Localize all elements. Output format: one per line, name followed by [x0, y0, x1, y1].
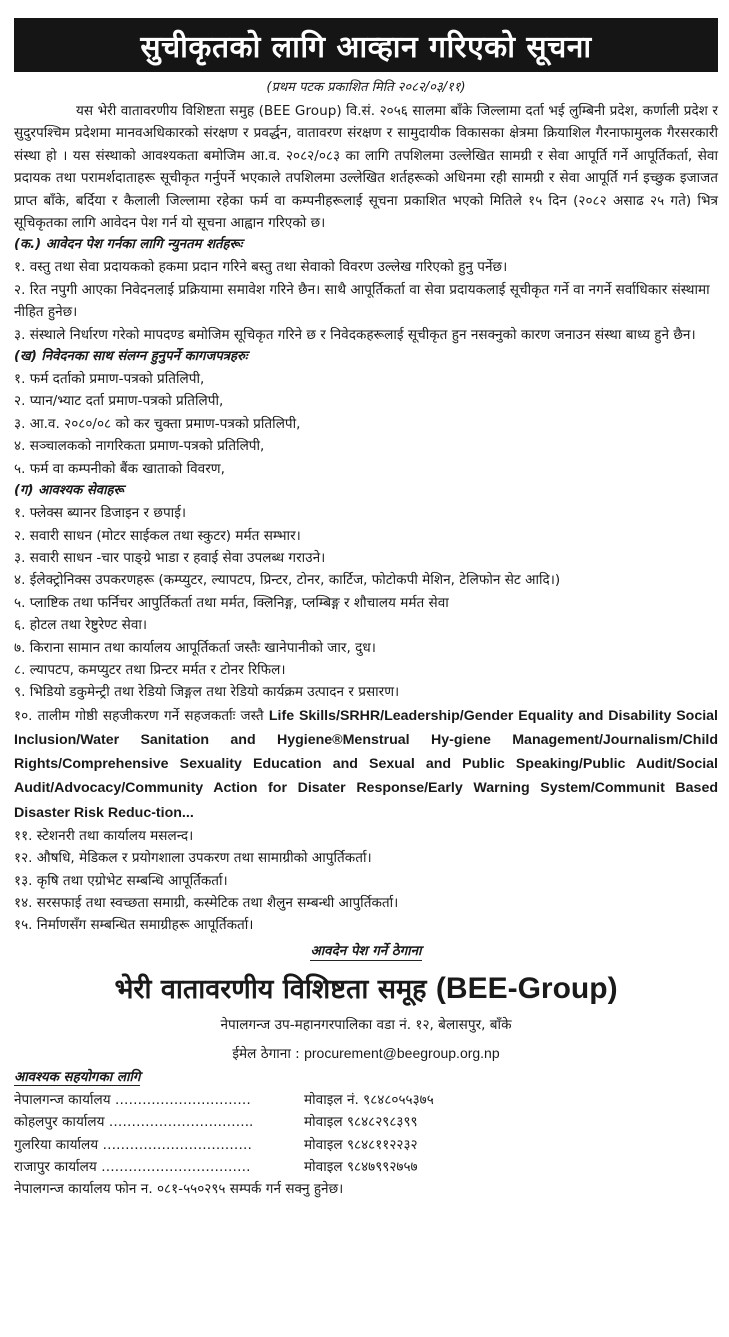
- list-item: ११. स्टेशनरी तथा कार्यालय मसलन्द।: [14, 827, 194, 844]
- list-item: १२. औषधि, मेडिकल र प्रयोगशाला उपकरण तथा सामाग्रीको आपुर्तिकर्ता।: [14, 850, 372, 867]
- list-item: २. रित नपुगी आएका निवेदनलाई प्रक्रियामा समावेश गरिने छैन। साथै आपूर्तिकर्ता वा सेवा प्रदायकलाई सूचीकृत गर्ने वा नगर्ने सर्वाधिकार संस्थामा नीहित हुनेछ।: [14, 281, 710, 321]
- office-row: [14, 1111, 718, 1133]
- organization-address: नेपालगन्ज उप-महानगरपालिका वडा नं. १२, बेलासपुर, बाँके: [220, 1016, 512, 1033]
- list-item: ३. आ.व. २०८०/०८ को कर चुक्ता प्रमाण-पत्रको प्रतिलिपी,: [14, 415, 301, 432]
- email-link[interactable]: procurement@beegroup.org.np: [304, 1044, 500, 1061]
- trainers-topics: Life Skills/SRHR/Leadership/Gender Equality and Disability Social Inclusion/Water Sanitation and Hygiene®Menstrual Hy-giene Management/Journalism/Child Rights/Comprehensive Sexuality Education and Sexual and Public Speaking/Public Audit/Social Audit/Advocacy/Community Action for Disater Response/Early Warning System/Communit Based Disaster Risk Reduc-tion...: [14, 707, 718, 821]
- list-item: ८. ल्यापटप, कमप्युटर तथा प्रिन्टर मर्मत र टोनर रिफिल।: [14, 661, 286, 678]
- intro-text: यस भेरी वातावरणीय विशिष्टता समुह (BEE Group) वि.सं. २०५६ सालमा बाँके जिल्लामा दर्ता भई लुम्बिनी प्रदेश, कर्णाली प्रदेश र सुदुरपश्चिम प्रदेशमा मानवअधिकारको संरक्षण र प्रवर्द्धन, वातावरण संरक्षण र सामुदायीक विकासका क्षेत्रमा क्रियाशिल गैरनाफामुलक गैरसरकारी संस्था हो । यस संस्थाको आवश्यकता बमोजिम आ.व. २०८२/०८३ का लागि तपशिलमा उल्लेखित सामग्री र सेवा आपूर्ति गर्ने आपूर्तिकर्ता, सेवा प्रदायक तथा परामर्शदाताहरू सूचीकृत गर्नुपर्ने भएकाले तपशिलमा उल्लेखित शर्तहरूको अधिनमा रही सामग्री र सेवा आपूर्ति गर्न इच्छुक इजाजत प्राप्त बाँके, बर्दिया र कैलाली जिल्लामा रहेका फर्म वा कम्पनीहरूलाई सूचना प्रकाशित भएको मितिले १५ दिन (२०८२ असाढ २५ गते) भित्र सूचिकृतका लागि आवेदन पेश गर्न यो सूचना आह्वान गरिएको छ।: [14, 103, 718, 232]
- office-row: [14, 1156, 718, 1178]
- list-item: ४. ईलेक्ट्रोनिक्स उपकरणहरू (कम्प्युटर, ल्यापटप, प्रिन्टर, टोनर, कार्टिज, फोटोकपी मेशिन, टेलिफोन सेट आदि।): [14, 572, 561, 589]
- list-item: ६. होटल तथा रेष्टुरेण्ट सेवा।: [14, 617, 148, 634]
- intro-paragraph: [14, 100, 718, 234]
- org-name-nepali: भेरी वातावरणीय विशिष्टता समूह: [114, 973, 427, 1005]
- email-label: ईमेल ठेगाना :: [232, 1045, 300, 1062]
- list-item: ५. प्लाष्टिक तथा फर्निचर आपुर्तिकर्ता तथा मर्मत, क्लिनिङ्ग, प्लम्बिङ्ग र शौचालय मर्मत सेवा: [14, 594, 449, 611]
- office-phone: मोवाइल ९८४७९९२७५७: [304, 1159, 418, 1176]
- office-name: राजापुर कार्यालय ……………………………: [14, 1159, 251, 1176]
- office-name: गुलरिया कार्यालय ……………………………: [14, 1136, 252, 1153]
- office-phone: मोवाइल ९८४८११२२३२: [304, 1136, 418, 1153]
- office-phone: मोवाइल नं. ९८४८०५५३७५: [304, 1091, 434, 1108]
- list-item: ७. किराना सामान तथा कार्यालय आपूर्तिकर्ता जस्तैः खानेपानीको जार, दुध।: [14, 639, 376, 656]
- email-line: [14, 1042, 718, 1065]
- organization-name: [14, 969, 718, 1010]
- support-heading-text: आवश्यक सहयोगका लागि: [14, 1069, 141, 1085]
- list-item: ४. सञ्चालकको नागरिकता प्रमाण-पत्रको प्रतिलिपी,: [14, 438, 265, 455]
- section-kha-heading: (ख) निवेदनका साथ संलग्न हुनुपर्ने कागजपत्रहरुः: [14, 349, 248, 365]
- office-name: नेपालगन्ज कार्यालय …………………………: [14, 1091, 251, 1108]
- org-name-latin: (BEE-Group): [435, 971, 618, 1005]
- trainers-prefix: १०. तालीम गोष्ठी सहजीकरण गर्ने सहजकर्ताः जस्तै: [14, 707, 264, 724]
- list-item: २. सवारी साधन (मोटर साईकल तथा स्कुटर) मर्मत सम्भार।: [14, 527, 301, 544]
- list-item: ५. फर्म वा कम्पनीको बैंक खाताको विवरण,: [14, 460, 225, 477]
- notice-title-text: सुचीकृतको लागि आव्हान गरिएको सूचना: [140, 29, 592, 65]
- list-item: ३. संस्थाले निर्धारण गरेको मापदण्ड बमोजिम सूचिकृत गरिने छ र निवेदकहरूलाई सूचीकृत हुन नसक्नुको कारण जनाउन संस्था बाध्य हुने छैन।: [14, 326, 696, 343]
- notice-title: [14, 18, 718, 72]
- list-item-trainers: [14, 704, 718, 825]
- office-row: [14, 1134, 718, 1156]
- list-item: १४. सरसफाई तथा स्वच्छता समाग्री, कस्मेटिक तथा शैलुन सम्बन्धी आपुर्तिकर्ता।: [14, 894, 399, 911]
- publish-date: (प्रथम पटक प्रकाशित मिति २०८२/०३/११): [266, 80, 466, 95]
- list-item: १५. निर्माणसँग सम्बन्धित समाग्रीहरू आपूर्तिकर्ता।: [14, 917, 254, 934]
- contact-note: नेपालगन्ज कार्यालय फोन न. ०८१-५५०२९५ सम्पर्क गर्न सक्नु हुनेछ।: [14, 1181, 344, 1198]
- support-heading: [14, 1067, 718, 1089]
- address-heading-text: आवदेन पेश गर्ने ठेगाना: [310, 943, 422, 959]
- list-item: १. फर्म दर्ताको प्रमाण-पत्रको प्रतिलिपी,: [14, 371, 205, 388]
- list-item: १. वस्तु तथा सेवा प्रदायकको हकमा प्रदान गरिने बस्तु तथा सेवाको विवरण उल्लेख गरिएको हुनु पर्नेछ।: [14, 259, 508, 276]
- address-heading: [14, 941, 718, 963]
- list-item: १. फ्लेक्स ब्यानर डिजाइन र छपाई।: [14, 505, 187, 522]
- section-ka-heading: (क.) आवेदन पेश गर्नका लागि न्युनतम शर्तहरूः: [14, 237, 243, 253]
- office-name: कोहलपुर कार्यालय …………………………..: [14, 1114, 254, 1131]
- list-item: १३. कृषि तथा एग्रोभेट सम्बन्धि आपूर्तिकर्ता।: [14, 872, 228, 889]
- notice-page: [14, 18, 718, 1201]
- list-item: ३. सवारी साधन -चार पाङ्ग्रे भाडा र हवाई सेवा उपलब्ध गराउने।: [14, 549, 326, 566]
- list-item: २. प्यान/भ्याट दर्ता प्रमाण-पत्रको प्रतिलिपी,: [14, 393, 224, 410]
- list-item: ९. भिडियो डकुमेन्ट्री तथा रेडियो जिङ्गल तथा रेडियो कार्यक्रम उत्पादन र प्रसारण।: [14, 684, 400, 701]
- section-ga-heading: (ग) आवश्यक सेवाहरू: [14, 483, 124, 499]
- office-row: [14, 1089, 718, 1111]
- office-phone: मोवाइल ९८४८२९८३९९: [304, 1114, 418, 1131]
